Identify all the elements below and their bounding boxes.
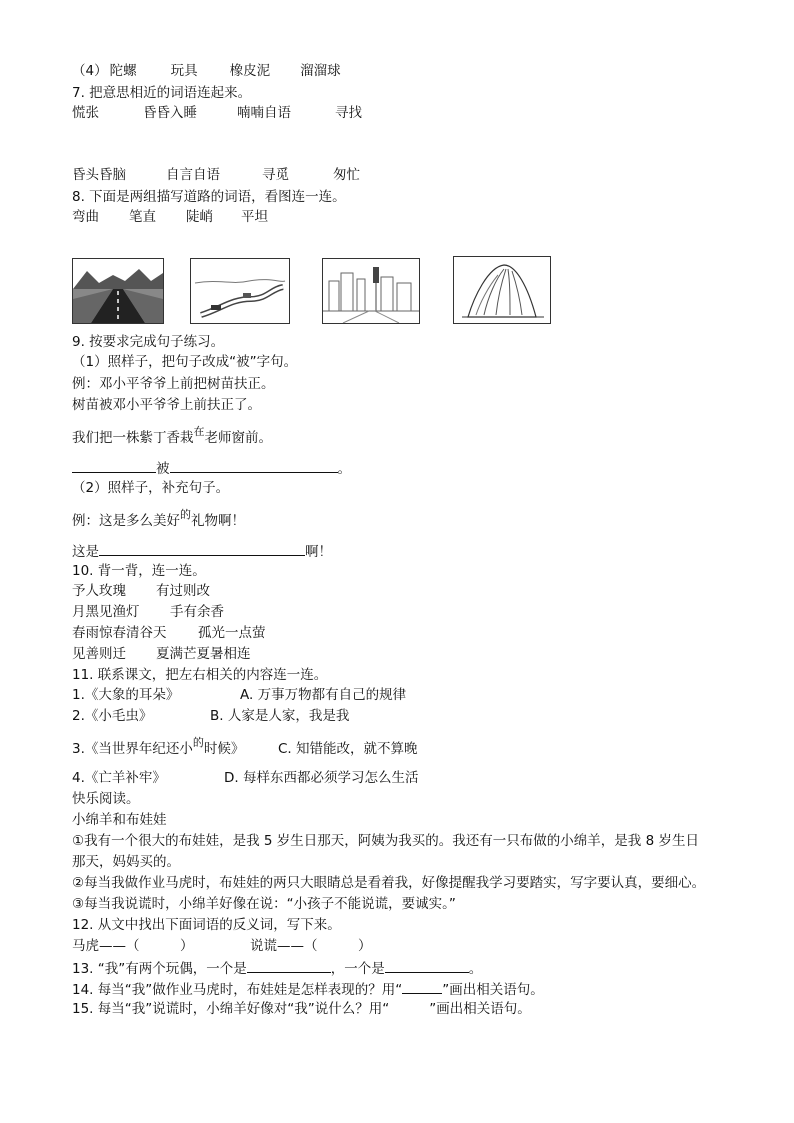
- q9-fill2-end: 啊！: [305, 544, 332, 560]
- q10-row: [72, 603, 224, 621]
- q12-item-2: 说谎——（ ）: [250, 938, 372, 954]
- q6-word: 橡皮泥: [229, 63, 271, 79]
- q9-fill-end: 。: [337, 461, 351, 477]
- q9-part1-title: （1）照样子，把句子改成“被”字句。: [72, 354, 298, 370]
- q6-word: 陀螺: [109, 63, 137, 79]
- q9-fill-line: [72, 458, 351, 478]
- q10-left: 春雨惊春清谷天: [72, 625, 167, 641]
- q8-word: 陡峭: [186, 209, 213, 225]
- city-street-icon: [323, 259, 419, 323]
- q10-right: 手有余香: [170, 604, 224, 620]
- q8-word: 笔直: [129, 209, 156, 225]
- reading-title: 小绵羊和布娃娃: [72, 812, 167, 828]
- q7-top-word: 寻找: [335, 105, 362, 121]
- q9-sentence-pre: 我们把一株紫丁香栽: [72, 430, 194, 446]
- q9-part2-title: （2）照样子，补充句子。: [72, 480, 230, 496]
- steep-mountain-picture: [453, 256, 551, 324]
- reading-paragraph-2: ②每当我做作业马虎时，布娃娃的两只大眼睛总是看着我，好像提醒我学习要踏实，写字要认真，要细心。: [72, 875, 706, 891]
- q11-right: C. 知错能改，就不算晚: [278, 741, 418, 757]
- q9-fill-mid: 被: [156, 461, 170, 477]
- q7-bottom-word: 匆忙: [333, 167, 360, 183]
- q6-word: 玩具: [170, 63, 198, 79]
- q13-end: 。: [468, 961, 483, 977]
- q9-blank-2[interactable]: [170, 458, 338, 473]
- q10-left: 见善则迁: [72, 646, 126, 662]
- city-street-picture: [322, 258, 420, 324]
- q6-part4-label: （4）: [72, 63, 108, 79]
- q6-word: 溜溜球: [300, 63, 341, 79]
- q9-title: 9. 按要求完成句子练习。: [72, 334, 225, 350]
- q9-example2: [72, 508, 245, 531]
- q7-top-word: 昏昏入睡: [143, 105, 197, 121]
- q11-left-pre: 3.《当世界年纪还小: [72, 741, 193, 757]
- q8-word: 弯曲: [72, 209, 99, 225]
- q13-blank-2[interactable]: [385, 958, 469, 973]
- q11-left: 2.《小毛虫》: [72, 708, 153, 724]
- q11-row: [72, 736, 418, 759]
- q8-words-row: [72, 208, 268, 226]
- reading-paragraph-1: ①我有一个很大的布娃娃，是我 5 岁生日那天，阿姨为我买的。我还有一只布做的小绵羊，是我 8 岁生日: [72, 833, 699, 849]
- reading-paragraph-3: ③每当我说谎时，小绵羊好像在说：“小孩子不能说谎，要诚实。”: [72, 896, 456, 912]
- q8-word: 平坦: [241, 209, 268, 225]
- q7-bottom-word: 自言自语: [166, 167, 220, 183]
- q10-left: 月黑见渔灯: [72, 604, 140, 620]
- q7-bottom-word: 昏头昏脑: [72, 167, 126, 183]
- q9-example1-answer: 树苗被邓小平爷爷上前扶正了。: [72, 397, 261, 413]
- q6-part4-row: [72, 62, 341, 80]
- q9-fill2-pre: 这是: [72, 544, 99, 560]
- q10-row: [72, 624, 266, 642]
- q10-right: 有过则改: [156, 583, 210, 599]
- q13-blank-1[interactable]: [247, 958, 331, 973]
- q11-left: [72, 736, 278, 759]
- q11-right: A. 万事万物都有自己的规律: [240, 687, 407, 703]
- q13-mid: ，一个是: [330, 961, 385, 977]
- q11-row: [72, 707, 349, 725]
- q11-title: 11. 联系课文，把左右相关的内容连一连。: [72, 667, 328, 683]
- q14-line: [72, 979, 544, 999]
- q13-pre: 13. “我”有两个玩偶，一个是: [72, 961, 247, 977]
- q9-sentence-post: 老师窗前。: [204, 430, 272, 446]
- q12-items: [72, 937, 372, 955]
- q15-line: [72, 1000, 531, 1018]
- q11-left: 4.《亡羊补牢》: [72, 770, 166, 786]
- q11-left-sup: 的: [192, 736, 204, 749]
- q7-title: 7. 把意思相近的词语连起来。: [72, 85, 252, 101]
- q15-pre: 15. 每当“我”说谎时，小绵羊好像对“我”说什么？用“: [72, 1001, 390, 1017]
- q9-example2-post: 礼物啊！: [191, 513, 245, 529]
- q11-left-post: 时候》: [203, 741, 245, 757]
- q14-pre: 14. 每当“我”做作业马虎时，布娃娃是怎样表现的？用“: [72, 982, 403, 998]
- reading-heading: 快乐阅读。: [72, 791, 140, 807]
- q11-right: D. 每样东西都必须学习怎么生活: [224, 770, 419, 786]
- q9-example2-pre: 例：这是多么美好: [72, 513, 180, 529]
- q10-right: 夏满芒夏暑相连: [156, 646, 251, 662]
- q10-row: [72, 582, 210, 600]
- straight-road-icon: [73, 259, 163, 323]
- q12-item-1: 马虎——（ ）: [72, 938, 194, 954]
- q10-row: [72, 645, 251, 663]
- q11-right: B. 人家是人家，我是我: [210, 708, 350, 724]
- q9-fill2-line: [72, 541, 332, 561]
- winding-road-picture: [190, 258, 290, 324]
- q9-example2-sup: 的: [180, 508, 191, 521]
- q9-sentence-sup: 在: [193, 425, 205, 438]
- q10-left: 予人玫瑰: [72, 583, 126, 599]
- q11-row: [72, 769, 418, 787]
- q9-sentence: [72, 425, 272, 448]
- q9-blank-1[interactable]: [72, 458, 156, 473]
- reading-paragraph-1-cont: 那天，妈妈买的。: [72, 854, 180, 870]
- q7-bottom-word: 寻觅: [262, 167, 289, 183]
- q14-underline-sample: [402, 979, 442, 994]
- q11-row: [72, 686, 406, 704]
- q7-bottom-row: [72, 166, 360, 184]
- q7-top-row: [72, 104, 362, 122]
- q9-example1: 例：邓小平爷爷上前把树苗扶正。: [72, 376, 275, 392]
- winding-road-icon: [191, 259, 289, 323]
- q7-top-word: 慌张: [72, 105, 99, 121]
- q14-post: ”画出相关语句。: [442, 982, 544, 998]
- straight-road-picture: [72, 258, 164, 324]
- q10-right: 孤光一点萤: [198, 625, 266, 641]
- q15-post: ”画出相关语句。: [429, 1001, 531, 1017]
- q13-line: [72, 958, 482, 978]
- steep-mountain-icon: [454, 257, 550, 323]
- q12-title: 12. 从文中找出下面词语的反义词，写下来。: [72, 917, 341, 933]
- q7-top-word: 喃喃自语: [237, 105, 291, 121]
- q11-left: 1.《大象的耳朵》: [72, 687, 180, 703]
- q10-title: 10. 背一背，连一连。: [72, 563, 206, 579]
- q8-title: 8. 下面是两组描写道路的词语，看图连一连。: [72, 189, 346, 205]
- q9-blank-3[interactable]: [99, 541, 305, 556]
